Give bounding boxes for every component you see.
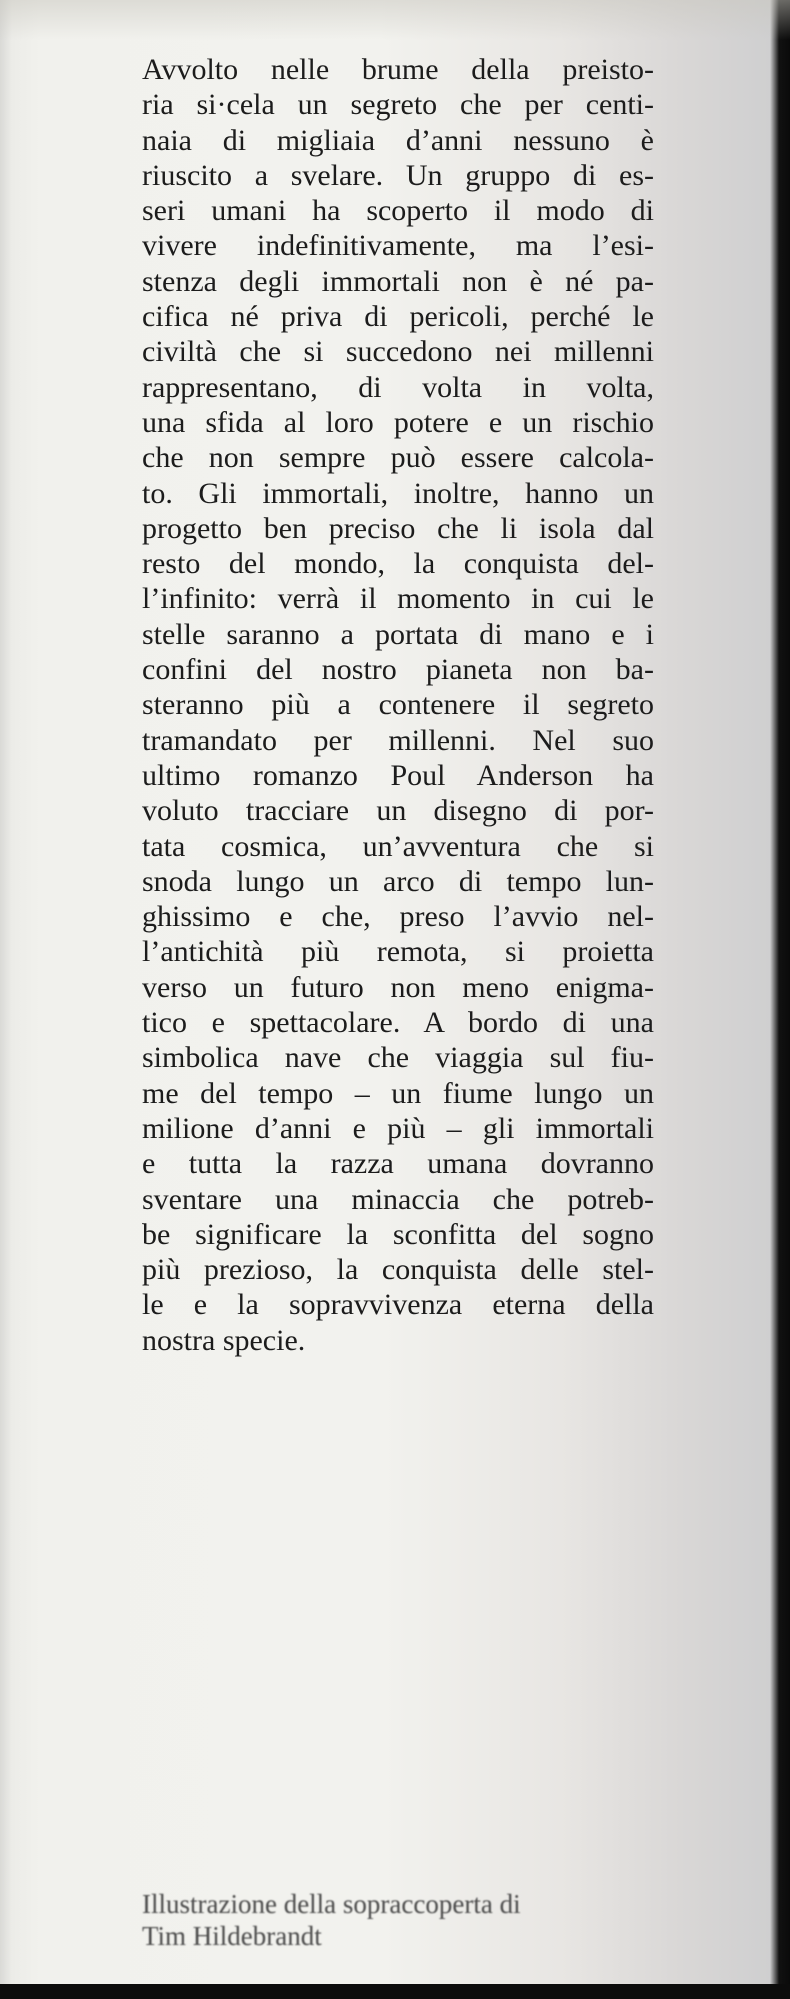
text-line: snoda lungo un arco di tempo lun- xyxy=(142,864,654,898)
text-line: sventare una minaccia che potreb- xyxy=(142,1182,654,1216)
text-line: l’infinito: verrà il momento in cui le xyxy=(142,582,654,616)
text-line: resto del mondo, la conquista del- xyxy=(142,547,654,581)
text-line: to. Gli immortali, inoltre, hanno un xyxy=(142,476,654,510)
text-line: ghissimo e che, preso l’avvio nel- xyxy=(142,900,654,934)
text-line: cifica né priva di pericoli, perché le xyxy=(142,300,654,334)
text-line: nostra specie. xyxy=(142,1323,306,1357)
text-line: voluto tracciare un disegno di por- xyxy=(142,794,654,828)
text-line: tramandato per millenni. Nel suo xyxy=(142,723,654,757)
illustration-credit-line-1: Illustrazione della sopraccoperta di xyxy=(142,1889,521,1919)
text-line: più prezioso, la conquista delle stel- xyxy=(142,1253,654,1287)
scan-bottom-edge xyxy=(0,1984,790,1999)
text-line: civiltà che si succedono nei millenni xyxy=(142,335,654,369)
text-line: steranno più a contenere il segreto xyxy=(142,688,654,722)
text-line: tico e spettacolare. A bordo di una xyxy=(142,1006,654,1040)
page-top-shadow xyxy=(0,0,790,40)
text-line: le e la sopravvivenza eterna della xyxy=(142,1288,654,1322)
illustration-credit xyxy=(142,1888,521,1952)
text-line: Avvolto nelle brume della preisto- xyxy=(142,53,654,86)
text-line: e tutta la razza umana dovranno xyxy=(142,1147,654,1181)
text-line: che non sempre può essere calcola- xyxy=(142,441,654,475)
text-line: una sfida al loro potere e un rischio xyxy=(142,405,654,439)
text-line: stelle saranno a portata di mano e i xyxy=(142,617,654,651)
text-line: be significare la sconfitta del sogno xyxy=(142,1217,654,1251)
text-line: confini del nostro pianeta non ba- xyxy=(142,653,654,687)
text-line: me del tempo – un fiume lungo un xyxy=(142,1076,654,1110)
text-line: naia di migliaia d’anni nessuno è xyxy=(142,123,654,157)
flap-description-text xyxy=(142,52,654,1358)
illustration-credit-line-2: Tim Hildebrandt xyxy=(142,1921,322,1951)
text-line: l’antichità più remota, si proietta xyxy=(142,935,654,969)
text-line: ria si·cela un segreto che per centi- xyxy=(142,88,654,122)
text-line: riuscito a svelare. Un gruppo di es- xyxy=(142,158,654,192)
text-line: rappresentano, di volta in volta, xyxy=(142,370,654,404)
text-line: verso un futuro non meno enigma- xyxy=(142,970,654,1004)
text-line: milione d’anni e più – gli immortali xyxy=(142,1111,654,1145)
text-line: simbolica nave che viaggia sul fiu- xyxy=(142,1041,654,1075)
text-line: stenza degli immortali non è né pa- xyxy=(142,264,654,298)
text-line: tata cosmica, un’avventura che si xyxy=(142,829,654,863)
text-line: progetto ben preciso che li isola dal xyxy=(142,511,654,545)
text-line: vivere indefinitivamente, ma l’esi- xyxy=(142,229,654,263)
text-line: seri umani ha scoperto il modo di xyxy=(142,194,654,228)
text-line: ultimo romanzo Poul Anderson ha xyxy=(142,758,654,792)
